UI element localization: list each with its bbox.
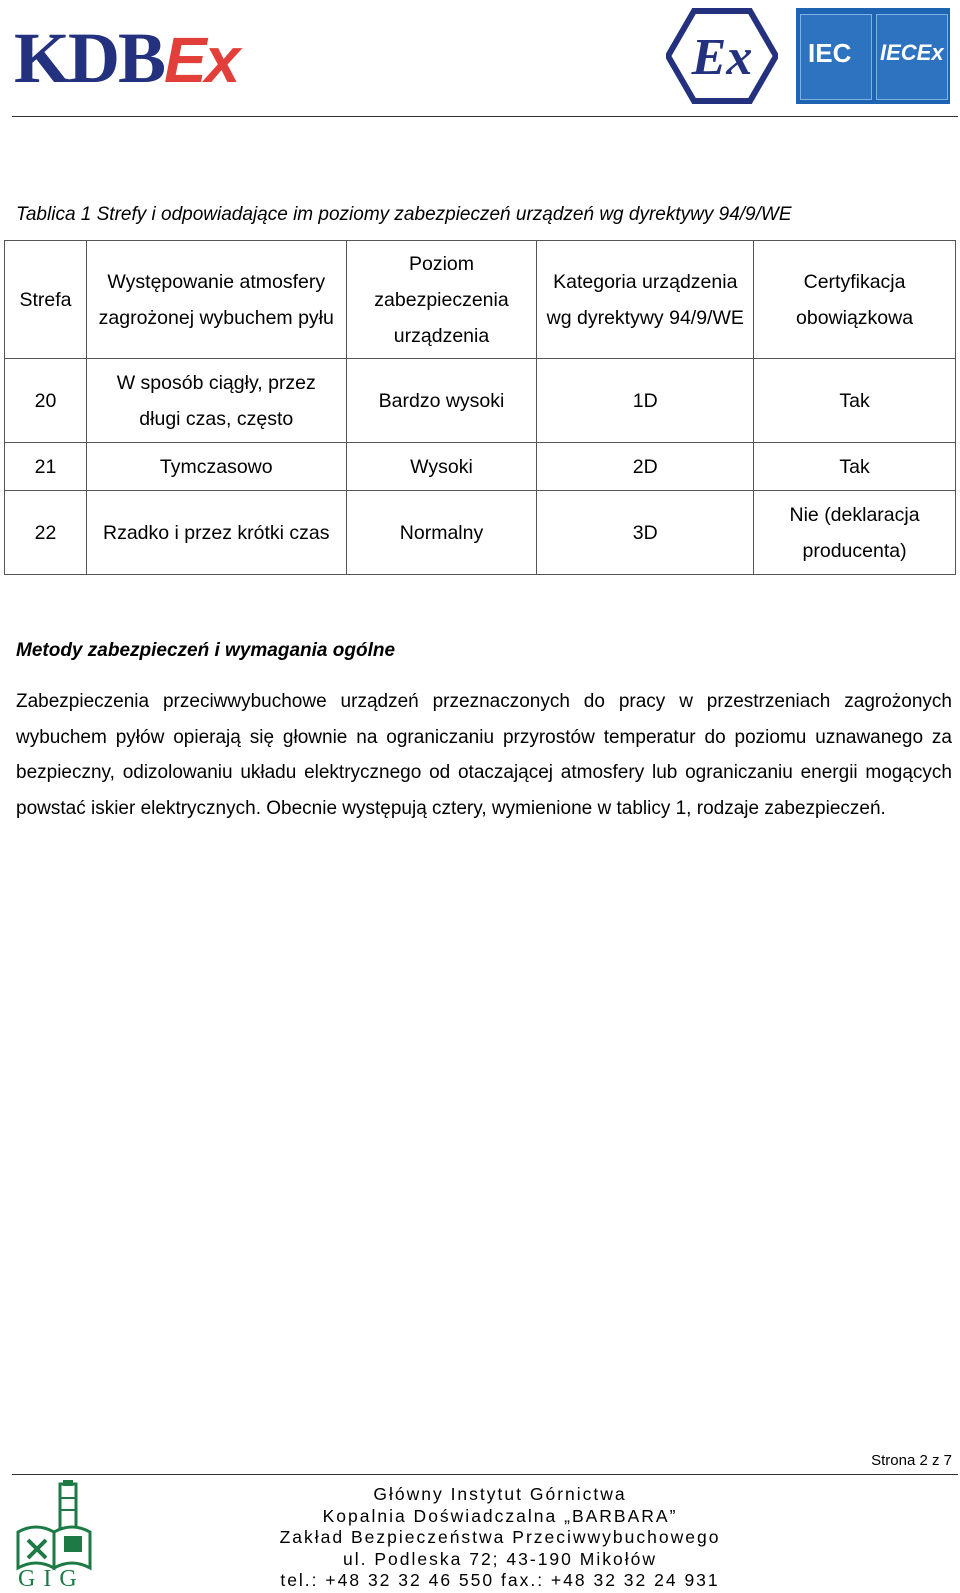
- footer-line-institute: Główny Instytut Górnictwa: [373, 1484, 627, 1504]
- iec-text: IEC: [808, 38, 852, 68]
- section-title: Metody zabezpieczeń i wymagania ogólne: [16, 640, 396, 661]
- iecex-text: IECEx: [880, 40, 944, 65]
- table-cell: 2D: [537, 443, 754, 491]
- footer-line-mine: Kopalnia Doświadczalna „BARBARA”: [322, 1505, 678, 1526]
- table-cell: Tak: [754, 443, 956, 491]
- table-row: [5, 443, 956, 491]
- table-cell: Rzadko i przez krótki czas: [86, 491, 346, 575]
- table-row: [5, 359, 956, 443]
- logo-kdb-text: KDB: [14, 18, 165, 98]
- table-cell: Nie (deklaracja producenta): [754, 491, 956, 575]
- table-cell: 3D: [537, 491, 754, 575]
- table-cell: 22: [5, 491, 87, 575]
- table-cell: 21: [5, 443, 87, 491]
- table-cell: Bardzo wysoki: [346, 359, 537, 443]
- table-cell: Tak: [754, 359, 956, 443]
- header-cell-protection-level: Poziom zabezpieczenia urządzenia: [346, 241, 537, 359]
- footer-line-address: ul. Podleska 72; 43-190 Mikołów: [343, 1548, 657, 1569]
- footer-line-department: Zakład Bezpieczeństwa Przeciwwybuchowego: [279, 1527, 721, 1547]
- header-cell-category: Kategoria urządzenia wg dyrektywy 94/9/WE: [537, 241, 754, 359]
- kdbex-logo: [14, 18, 239, 98]
- zones-table: [4, 240, 956, 575]
- header-divider: [12, 116, 958, 117]
- footer-address: [230, 1484, 770, 1592]
- page-number: Strona 2 z 7: [871, 1452, 952, 1469]
- table-caption: Tablica 1 Strefy i odpowiadające im poziomy zabezpieczeń urządzeń wg dyrektywy 94/9/WE: [16, 204, 792, 225]
- gig-logo-text: GIG: [18, 1566, 85, 1592]
- footer-divider: [12, 1474, 958, 1475]
- table-cell: W sposób ciągły, przez długi czas, często: [86, 359, 346, 443]
- ex-hexagon-logo: [666, 8, 778, 104]
- ex-mark-text: Ex: [691, 29, 753, 86]
- logo-ex-text: Ex: [164, 24, 239, 96]
- header-cell-certification: Certyfikacja obowiązkowa: [754, 241, 956, 359]
- header-cell-zone: Strefa: [5, 241, 87, 359]
- table-cell: Normalny: [346, 491, 537, 575]
- table-header-row: [5, 241, 956, 359]
- body-paragraph: Zabezpieczenia przeciwwybuchowe urządzeń przeznaczonych do pracy w przestrzeniach zagrożonych wybuchem pyłów opierają się głownie na ograniczaniu przyrostów temperatur do poziomu uznawanego za bezpieczny, odizolowaniu układu elektrycznego od otaczającej atmosfery lub ograniczaniu energii mogących powstać iskier elektrycznych. Obecnie występują cztery, wymienione w tablicy 1, rodzaje zabezpieczeń.: [16, 691, 952, 819]
- header-cell-occurrence: Występowanie atmosfery zagrożonej wybuchem pyłu: [86, 241, 346, 359]
- iec-iecex-logo: [796, 8, 950, 104]
- table-cell: Tymczasowo: [86, 443, 346, 491]
- footer-line-phone: tel.: +48 32 32 46 550 fax.: +48 32 32 24 931: [280, 1570, 720, 1590]
- table-cell: Wysoki: [346, 443, 537, 491]
- table-row: [5, 491, 956, 575]
- table-cell: 1D: [537, 359, 754, 443]
- table-cell: 20: [5, 359, 87, 443]
